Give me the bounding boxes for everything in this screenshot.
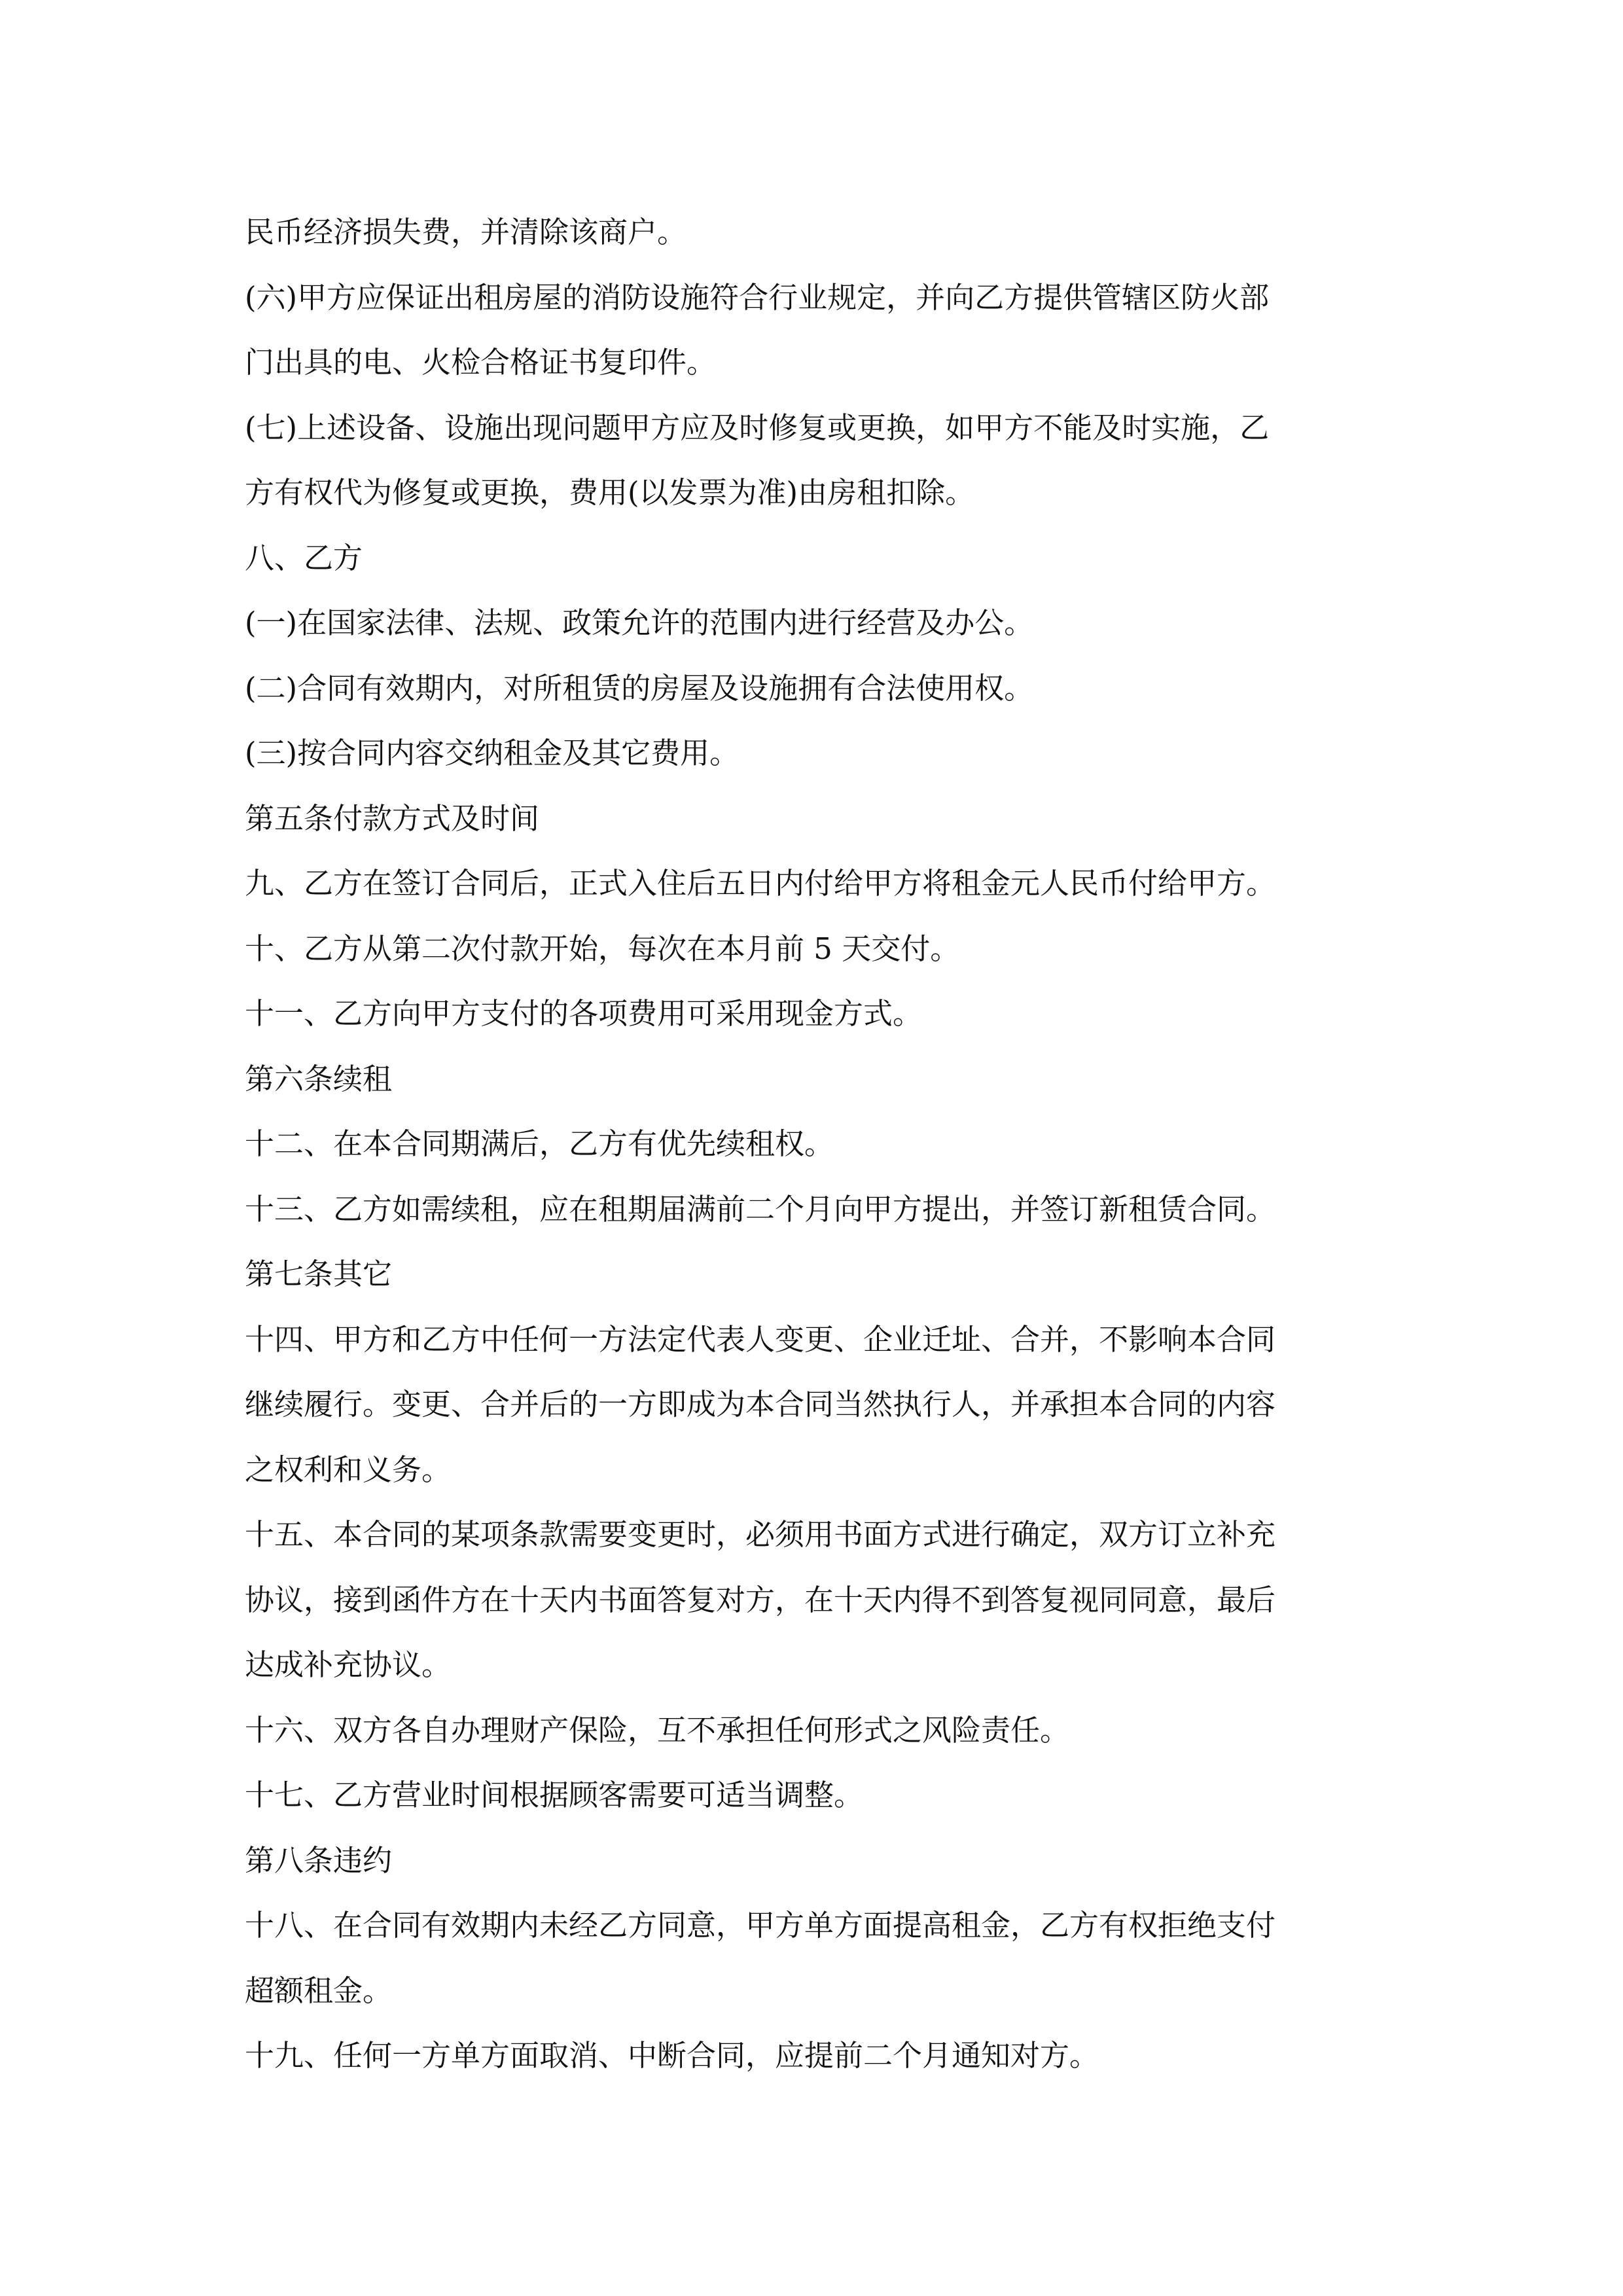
- party-b-item-3: (三)按合同内容交纳租金及其它费用。: [245, 736, 740, 770]
- clause-14-line-1: 十四、甲方和乙方中任何一方法定代表人变更、企业迁址、合并，不影响本合同: [245, 1321, 1276, 1357]
- document-body: [245, 200, 1397, 2089]
- clause-15-line-1: 十五、本合同的某项条款需要变更时，必须用书面方式进行确定，双方订立补充: [245, 1517, 1276, 1552]
- clause-18-line-1: 十八、在合同有效期内未经乙方同意，甲方单方面提高租金，乙方有权拒绝支付: [245, 1908, 1276, 1943]
- clause-17: 十七、乙方营业时间根据顾客需要可适当调整。: [245, 1778, 864, 1812]
- article-6-heading: 第六条续租: [245, 1061, 393, 1096]
- clause-7-line-1: (七)上述设备、设施出现问题甲方应及时修复或更换，如甲方不能及时实施，乙: [245, 410, 1270, 445]
- clause-6-line-1: (六)甲方应保证出租房屋的消防设施符合行业规定，并向乙方提供管辖区防火部: [245, 279, 1270, 315]
- clause-11: 十一、乙方向甲方支付的各项费用可采用现金方式。: [245, 996, 923, 1031]
- clause-7-line-2: 方有权代为修复或更换，费用(以发票为准)由房租扣除。: [245, 475, 975, 510]
- article-8-heading: 第八条违约: [245, 1842, 393, 1878]
- clause-15-line-3: 达成补充协议。: [245, 1647, 452, 1682]
- clause-15-line-2: 协议，接到函件方在十天内书面答复对方，在十天内得不到答复视同同意，最后: [245, 1582, 1276, 1617]
- clause-18-line-2: 超额租金。: [245, 1973, 393, 2008]
- clause-14-line-2: 继续履行。变更、合并后的一方即成为本合同当然执行人，并承担本合同的内容: [245, 1387, 1276, 1422]
- clause-12: 十二、在本合同期满后，乙方有优先续租权。: [245, 1126, 834, 1161]
- text-line: 民币经济损失费，并清除该商户。: [245, 215, 687, 249]
- party-b-item-2: (二)合同有效期内，对所租赁的房屋及设施拥有合法使用权。: [245, 670, 1034, 706]
- party-b-item-1: (一)在国家法律、法规、政策允许的范围内进行经营及办公。: [245, 605, 1034, 640]
- clause-13: 十三、乙方如需续租，应在租期届满前二个月向甲方提出，并签订新租赁合同。: [245, 1191, 1276, 1227]
- clause-9: 九、乙方在签订合同后，正式入住后五日内付给甲方将租金元人民币付给甲方。: [245, 866, 1276, 901]
- article-7-heading: 第七条其它: [245, 1257, 393, 1291]
- clause-16: 十六、双方各自办理财产保险，互不承担任何形式之风险责任。: [245, 1712, 1070, 1748]
- clause-10: 十、乙方从第二次付款开始，每次在本月前 5 天交付。: [245, 931, 960, 966]
- clause-6-line-2: 门出具的电、火检合格证书复印件。: [245, 345, 717, 380]
- article-5-heading: 第五条付款方式及时间: [245, 800, 540, 836]
- section-heading-party-b: 八、乙方: [245, 540, 363, 575]
- clause-19: 十九、任何一方单方面取消、中断合同，应提前二个月通知对方。: [245, 2038, 1099, 2073]
- clause-14-line-3: 之权利和义务。: [245, 1452, 452, 1487]
